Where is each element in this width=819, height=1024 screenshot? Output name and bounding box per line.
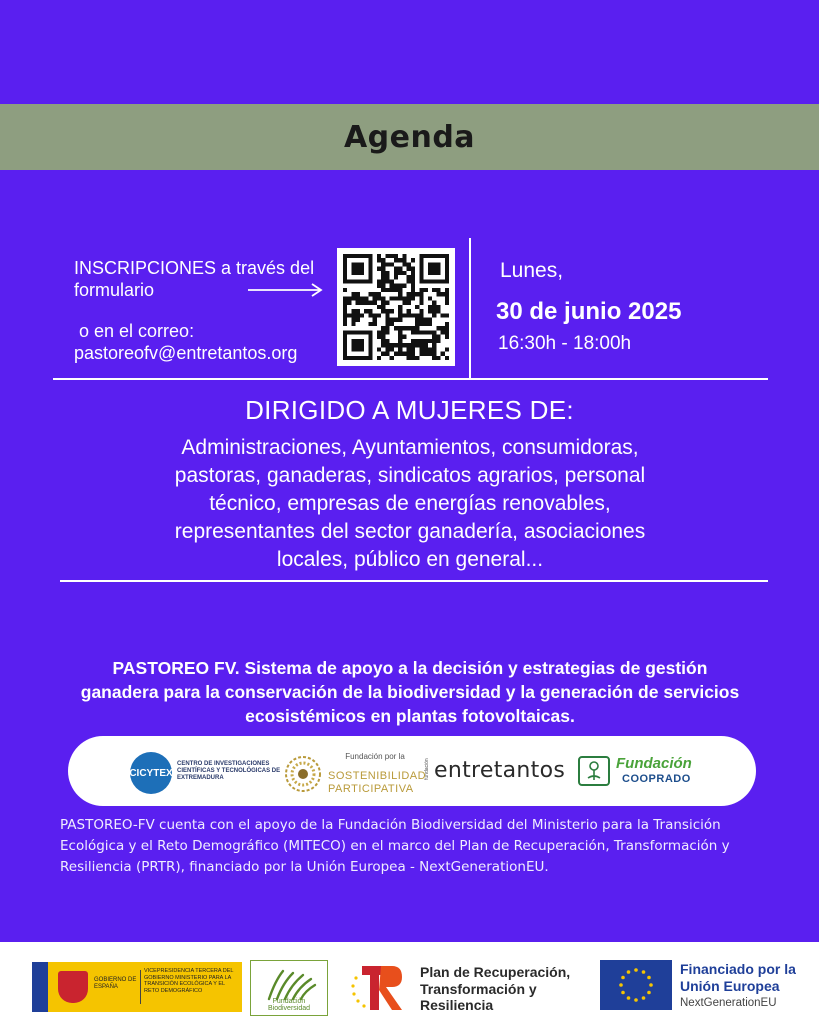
cicytex-logo (130, 752, 290, 796)
audience-title: DIRIGIDO A MUJERES DE: (245, 395, 574, 425)
nextgeneration-text: NextGenerationEU (680, 997, 777, 1009)
event-day: Lunes, (500, 259, 564, 282)
cooprado-line2: COOPRADO (622, 773, 691, 785)
fb-text: Fundación Biodiversidad (267, 998, 311, 1012)
qr-code-icon (343, 254, 449, 360)
partner-logos (68, 736, 756, 806)
support-text: PASTOREO-FV cuenta con el apoyo de la Fundación Biodiversidad del Ministerio para la Transición Ecológica y el Reto Demográfico (MITECO) en el marco del Plan de Recuperación, Transformación y Resiliencia (PRTR), financiado por la Unión Europea - NextGenerationEU. (60, 817, 730, 875)
fsp-line2: PARTICIPATIVA (328, 783, 414, 795)
entretantos-name: entretantos (434, 758, 566, 783)
divider-bottom (60, 580, 768, 582)
eu-funding-logo (600, 960, 810, 1016)
fsp-small-text: Fundación por la (345, 752, 405, 761)
entretantos-logo (424, 758, 574, 788)
cooprado-line1: Fundación (616, 755, 692, 772)
coat-of-arms-icon (58, 971, 88, 1003)
registration-email-link[interactable]: pastoreofv@entretantos.org (74, 343, 298, 363)
fundacion-biodiversidad-logo (250, 960, 328, 1016)
registration-email-label: o en el correo: (79, 321, 195, 341)
grass-icon (261, 965, 317, 1001)
eu-flag-icon (600, 960, 672, 1010)
arrow-right-icon (248, 283, 326, 297)
registration-text: INSCRIPCIONES a través del formulario (74, 258, 315, 300)
agenda-band (0, 104, 819, 170)
fsp-line1: SOSTENIBILIDAD (328, 770, 427, 782)
cicytex-mark: CICYTEX (130, 752, 172, 794)
divider-top (53, 378, 768, 380)
agenda-title: Agenda (343, 119, 476, 155)
prtr-text: Plan de Recuperación, Transformación y Resiliencia (420, 964, 571, 1013)
footer (0, 942, 819, 1024)
event-date: 30 de junio 2025 (496, 298, 682, 325)
prtr-mark-icon (348, 960, 404, 1016)
prtr-logo (348, 960, 588, 1016)
event-time: 16:30h - 18:00h (498, 333, 632, 354)
audience-list: Administraciones, Ayuntamientos, consumidoras, pastoras, ganaderas, sindicatos agrarios, personal técnico, empresas de energías renovables, representantes del sector ganadería, asociaciones locales, público en general... (174, 436, 646, 571)
eu-strip (32, 962, 48, 1012)
gob-separator (140, 970, 141, 1004)
ministerio-text: VICEPRESIDENCIA TERCERA DEL GOBIERNO MINISTERIO PARA LA TRANSICIÓN ECOLÓGICA Y EL RETO DEMOGRÁFICO (144, 968, 234, 994)
qr-code[interactable] (337, 248, 455, 366)
gobierno-espana-logo (32, 962, 242, 1012)
gobierno-text: GOBIERNO DE ESPAÑA (94, 977, 137, 990)
vertical-divider (469, 238, 471, 378)
cooprado-logo (578, 752, 708, 792)
sunflower-icon (284, 755, 322, 793)
cicytex-text: CENTRO DE INVESTIGACIONES CIENTÍFICAS Y TECNOLÓGICAS DE EXTREMADURA (177, 761, 281, 781)
fundacion-sostenibilidad-logo (284, 750, 427, 796)
eu-text: Financiado por la Unión Europea (680, 961, 796, 994)
entretantos-small-text: fundación (424, 758, 430, 780)
cooprado-icon (578, 756, 610, 786)
registration-email-block (74, 320, 334, 364)
project-description: PASTOREO FV. Sistema de apoyo a la decisión y estrategias de gestión ganadera para la conservación de la biodiversidad y la generación de servicios ecosistémicos en plantas fotovoltaicas. (80, 658, 740, 726)
